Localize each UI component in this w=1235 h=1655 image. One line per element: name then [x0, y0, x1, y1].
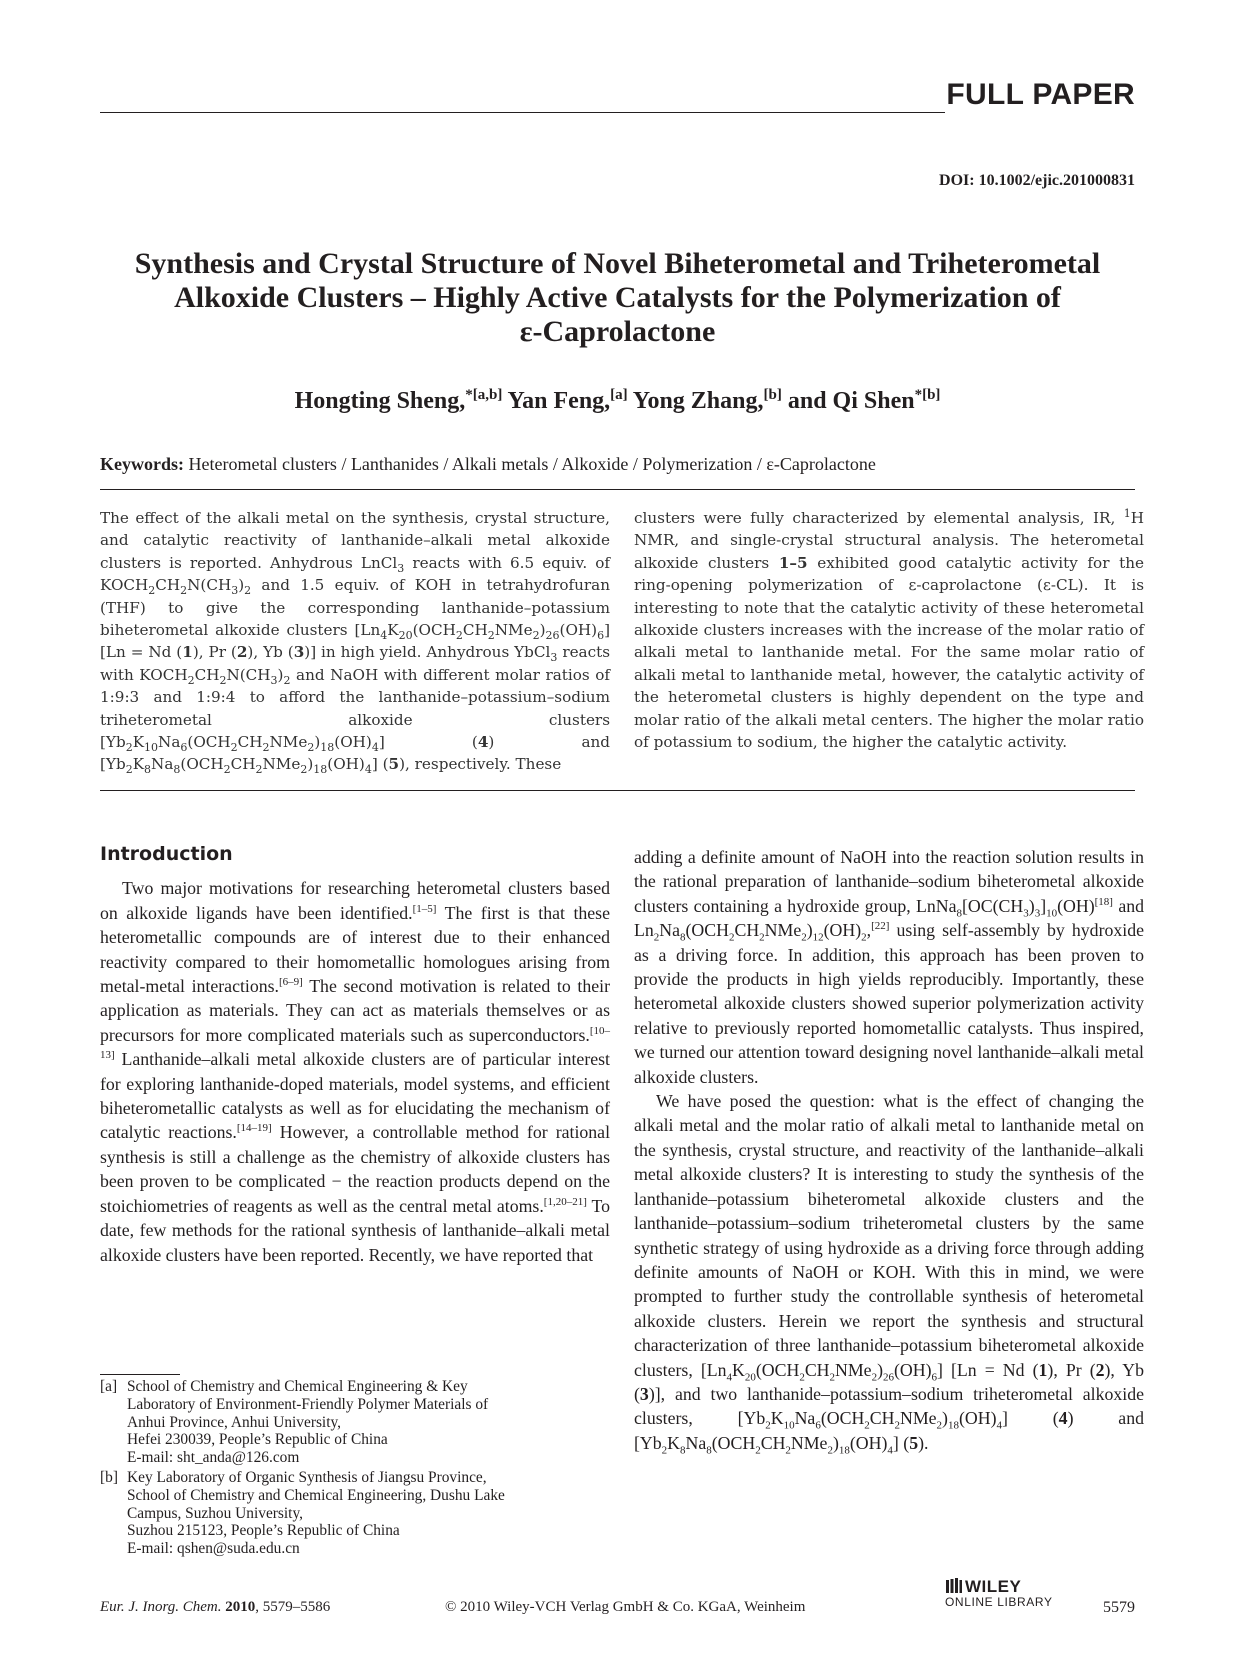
section-heading: Introduction	[100, 843, 233, 865]
doi: DOI: 10.1002/ejic.201000831	[939, 172, 1135, 189]
wiley-book-icon	[945, 1578, 963, 1594]
author-name: and Qi Shen	[787, 388, 915, 414]
abstract-right-column: clusters were fully characterized by elemental analysis, IR, $^1$H NMR, and single-crystal structural analysis. The heterometal alkoxide clusters 1–5 exhibited good catalytic activity for the ring-opening polymerization of ε-caprolactone (ε-CL). It is interesting to note that the catalytic activity of these heterometal alkoxide clusters increases with the increase of the molar ratio of alkali metal to lanthanide metal. For the same molar ratio of alkali metal to lanthanide metal, however, the catalytic activity of the heterometal clusters is highly dependent on the type and molar ratio of the alkali metal centers. The higher the molar ratio of potassium to sodium, the higher the catalytic activity.	[634, 506, 1144, 752]
footnote-line: Suzhou 215123, People’s Republic of China	[127, 1522, 400, 1540]
footnote-rule	[100, 1374, 180, 1375]
footnote-line: Hefei 230039, People’s Republic of China	[127, 1431, 388, 1449]
author-name: Hongting Sheng,	[294, 388, 466, 414]
wiley-logo	[945, 1577, 1065, 1609]
wiley-logo-text: WILEY	[965, 1577, 1022, 1596]
keywords-label: Keywords:	[100, 454, 184, 474]
body-right-column	[634, 845, 1144, 1455]
body-paragraph: Two major motivations for researching heterometal clusters based on alkoxide ligands have been identified.[1–5] The first is that these heterometallic compounds are of interest due to their enhanced reactivity compared to their homometallic homologues arising from metal-metal interactions.[6–9] The second motivation is related to their application as materials. They can act as materials themselves or as precursors for more complicated materials such as superconductors.[10–13] Lanthanide–alkali metal alkoxide clusters are of particular interest for exploring lanthanide-doped materials, model systems, and efficient biheterometallic catalysts as well as for elucidating the mechanism of catalytic reactions.[14–19] However, a controllable method for rational synthesis is still a challenge as the chemistry of alkoxide clusters has been proven to be complicated − the reaction products depend on the stoichiometries of reagents as well as the central metal atoms.[1,20–21] To date, few methods for the rational synthesis of lanthanide–alkali metal alkoxide clusters have been reported. Recently, we have reported that	[100, 878, 611, 1265]
footnote-line: Laboratory of Environment-Friendly Polymer Materials of	[127, 1395, 489, 1413]
copyright: © 2010 Wiley-VCH Verlag GmbH & Co. KGaA, Weinheim	[445, 1599, 806, 1615]
author-affiliation: *[b]	[914, 387, 941, 403]
journal-name: Eur. J. Inorg. Chem.	[100, 1599, 222, 1615]
section-label: FULL PAPER	[946, 78, 1135, 111]
article-title	[100, 247, 1135, 349]
author-affiliation: [a]	[610, 387, 628, 403]
affiliation-footnotes	[100, 1378, 610, 1560]
journal-year: 2010	[225, 1599, 256, 1615]
title-line: ε-Caprolactone	[519, 315, 716, 348]
abstract-left-column: The effect of the alkali metal on the synthesis, crystal structure, and catalytic reactivity of lanthanide–alkali metal alkoxide clusters is reported. Anhydrous LnCl$_3$ reacts with 6.5 equiv. of $KOCH_2CH_2N(CH_3)_2$ and 1.5 equiv. of KOH in tetrahydrofuran (THF) to give the corresponding lanthanide–potassium biheterometal alkoxide clusters $[Ln_4K_{20}(OCH_2CH_2NMe_2)_{26}(OH)_6] [Ln = Nd$ (1), Pr (2), Yb (3)] in high yield. Anhydrous YbCl$_3$ reacts with $KOCH_2CH_2N(CH_3)_2$ and NaOH with different molar ratios of 1:9:3 and 1:9:4 to afford the lanthanide–potassium–sodium triheterometal alkoxide clusters $[Yb_2K_{10}Na_6(OCH_2CH_2NMe_2)_{18}(OH)_4]$ (4) and $[Yb_2K_8Na_8(OCH_2CH_2NMe_2)_{18}(OH)_4]$ (5), respectively. These	[100, 509, 611, 777]
footnote-email: E-mail: qshen@suda.edu.cn	[127, 1540, 300, 1558]
footnote-tag: [b]	[100, 1468, 118, 1486]
footnote-line: School of Chemistry and Chemical Engineering, Dushu Lake	[127, 1486, 505, 1504]
title-line: Synthesis and Crystal Structure of Novel Biheterometal and Triheterometal	[134, 247, 1101, 280]
author-name: Yan Feng,	[507, 388, 611, 414]
author-list	[100, 388, 1135, 415]
abstract-rule	[100, 790, 1135, 791]
footnote-line: School of Chemistry and Chemical Engineering & Key	[127, 1378, 468, 1395]
page-number: 5579	[1103, 1599, 1135, 1616]
footnote-a	[100, 1378, 610, 1467]
footnote-tag: [a]	[100, 1378, 118, 1395]
header-rule	[100, 112, 945, 113]
footnote-line: Anhui Province, Anhui University,	[127, 1413, 342, 1431]
running-header	[100, 78, 1135, 118]
footnote-b	[100, 1469, 610, 1558]
wiley-logo-subtext: ONLINE LIBRARY	[945, 1595, 1053, 1609]
footnote-line: Key Laboratory of Organic Synthesis of Jiangsu Province,	[127, 1468, 487, 1486]
footnote-line: Campus, Suzhou University,	[127, 1504, 303, 1522]
body-left-column	[100, 842, 610, 1267]
author-affiliation: *[a,b]	[465, 387, 503, 403]
author-name: Yong Zhang,	[632, 388, 764, 414]
footnote-email: E-mail: sht_anda@126.com	[127, 1449, 300, 1467]
keywords-text: Heterometal clusters / Lanthanides / Alkali metals / Alkoxide / Polymerization / ε-Caprolactone	[188, 454, 876, 474]
keywords-rule	[100, 489, 1135, 490]
keywords	[100, 454, 1135, 475]
body-paragraph: We have posed the question: what is the effect of changing the alkali metal and the molar ratio of alkali metal to lanthanide metal on the synthesis, crystal structure, and reactivity of the lanthanide–alkali metal alkoxide clusters? It is interesting to study the synthesis of the lanthanide–potassium biheterometal alkoxide clusters and the lanthanide–potassium–sodium triheterometal clusters by the same synthetic strategy of using hydroxide as a driving force through adding definite amounts of NaOH or KOH. With this in mind, we were prompted to further study the controllable synthesis of heterometal alkoxide clusters. Herein we report the synthesis and structural characterization of three lanthanide–potassium biheterometal alkoxide clusters, $[Ln_4K_{20}(OCH_2CH_2NMe_2)_{26}(OH)_6] [Ln = Nd$ (1), Pr (2), Yb (3)], and two lanthanide–potassium–sodium triheterometal alkoxide clusters, $[Yb_2K_{10}Na_6(OCH_2CH_2NMe_2)_{18}(OH)_4]$ (4) and $[Yb_2K_8Na_8(OCH_2CH_2NMe_2)_{18}(OH)_4]$ (5).	[634, 1091, 1145, 1457]
journal-pages: , 5579–5586	[255, 1599, 331, 1615]
body-paragraph: adding a definite amount of NaOH into the reaction solution results in the rational preparation of lanthanide–sodium biheterometal alkoxide clusters containing a hydroxide group, $LnNa_8[OC(CH_3)_3]_{10}(OH)[18]$ and $Ln_2Na_8(OCH_2CH_2NMe_2)_{12}(OH)_2,[22]$ using self-assembly by hydroxide as a driving force. In addition, this approach has been proven to provide the products in high yields reproducibly. Importantly, these heterometal alkoxide clusters showed superior polymerization activity relative to previously reported homometallic catalysts. Thus inspired, we turned our attention toward designing novel lanthanide–alkali metal alkoxide clusters.	[634, 847, 1144, 1087]
title-line: Alkoxide Clusters – Highly Active Catalysts for the Polymerization of	[174, 281, 1061, 314]
journal-citation	[100, 1599, 330, 1616]
author-affiliation: [b]	[763, 387, 782, 403]
